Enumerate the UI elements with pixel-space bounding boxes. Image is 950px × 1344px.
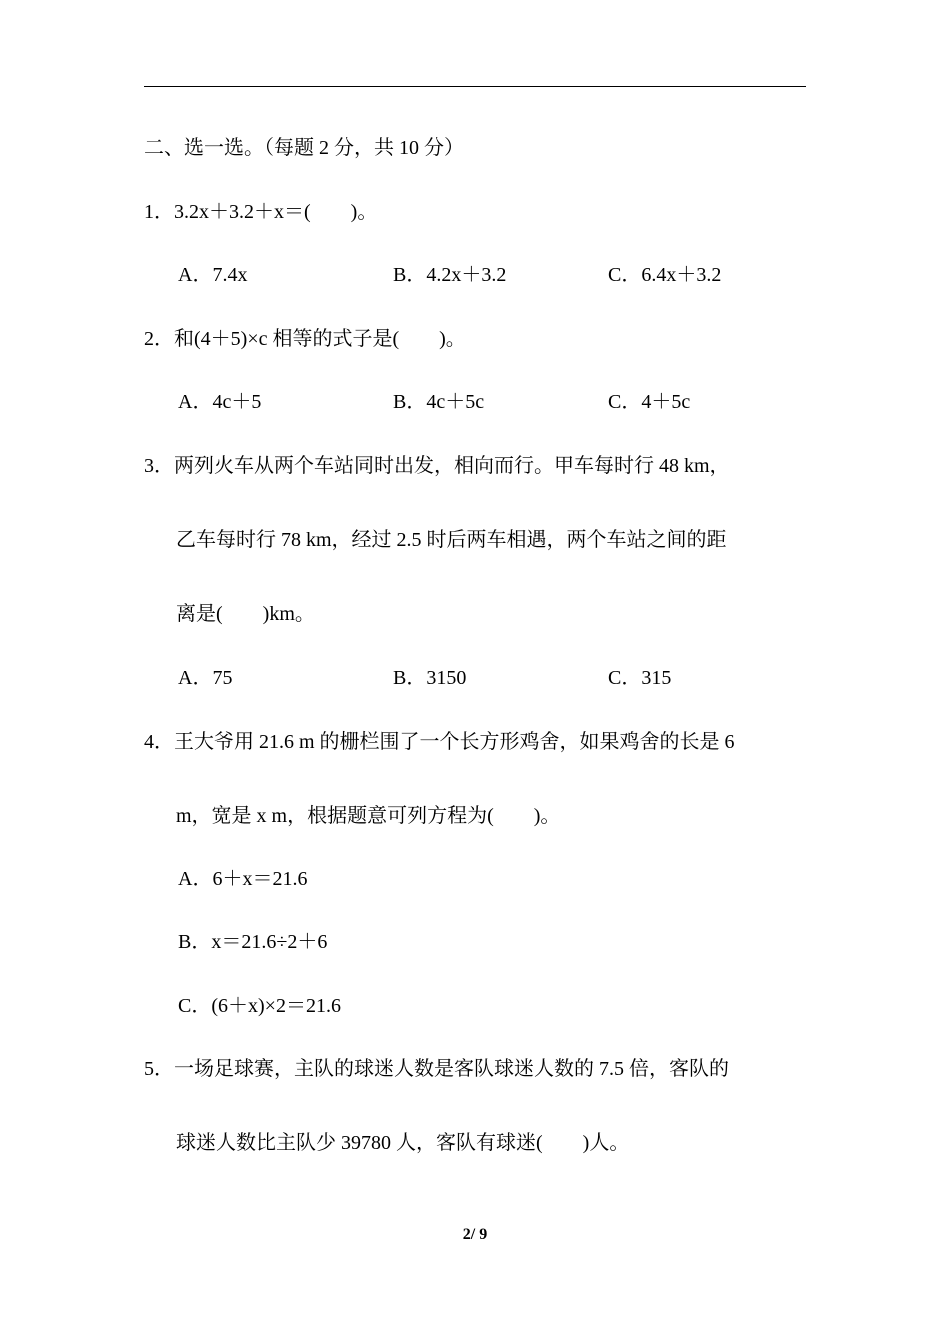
question-5-line-2: 球迷人数比主队少 39780 人，客队有球迷( )人。 xyxy=(176,1132,630,1154)
question-4-line-1: 4．王大爷用 21.6 m 的栅栏围了一个长方形鸡舍，如果鸡舍的长是 6 xyxy=(144,731,735,753)
question-3-line-3: 离是( )km。 xyxy=(176,603,315,625)
question-1-option-a: A．7.4x xyxy=(178,264,248,286)
question-1-option-b: B．4.2x＋3.2 xyxy=(393,264,507,286)
question-1-line-1: 1．3.2x＋3.2＋x＝( )。 xyxy=(144,201,378,223)
question-3-option-a: A．75 xyxy=(178,667,233,689)
question-1-option-c: C．6.4x＋3.2 xyxy=(608,264,722,286)
page-number: 2/ 9 xyxy=(462,1226,488,1243)
question-2-line-1: 2．和(4＋5)×c 相等的式子是( )。 xyxy=(144,328,466,350)
section-title: 二、选一选。（每题 2 分，共 10 分） xyxy=(144,137,464,159)
question-3-line-1: 3．两列火车从两个车站同时出发，相向而行。甲车每时行 48 km， xyxy=(144,455,730,477)
question-4-option-a: A．6＋x＝21.6 xyxy=(178,868,308,890)
question-2-option-a: A．4c＋5 xyxy=(178,391,262,413)
question-2-option-c: C．4＋5c xyxy=(608,391,691,413)
question-4-option-c: C．(6＋x)×2＝21.6 xyxy=(178,995,341,1017)
question-2-option-b: B．4c＋5c xyxy=(393,391,485,413)
question-3-option-b: B．3150 xyxy=(393,667,467,689)
header-rule xyxy=(144,86,806,87)
question-5-line-1: 5．一场足球赛，主队的球迷人数是客队球迷人数的 7.5 倍，客队的 xyxy=(144,1058,729,1080)
question-4-option-b: B．x＝21.6÷2＋6 xyxy=(178,931,328,953)
question-3-option-c: C．315 xyxy=(608,667,672,689)
question-4-line-2: m，宽是 x m，根据题意可列方程为( )。 xyxy=(176,805,561,827)
question-3-line-2: 乙车每时行 78 km，经过 2.5 时后两车相遇，两个车站之间的距 xyxy=(176,529,727,551)
